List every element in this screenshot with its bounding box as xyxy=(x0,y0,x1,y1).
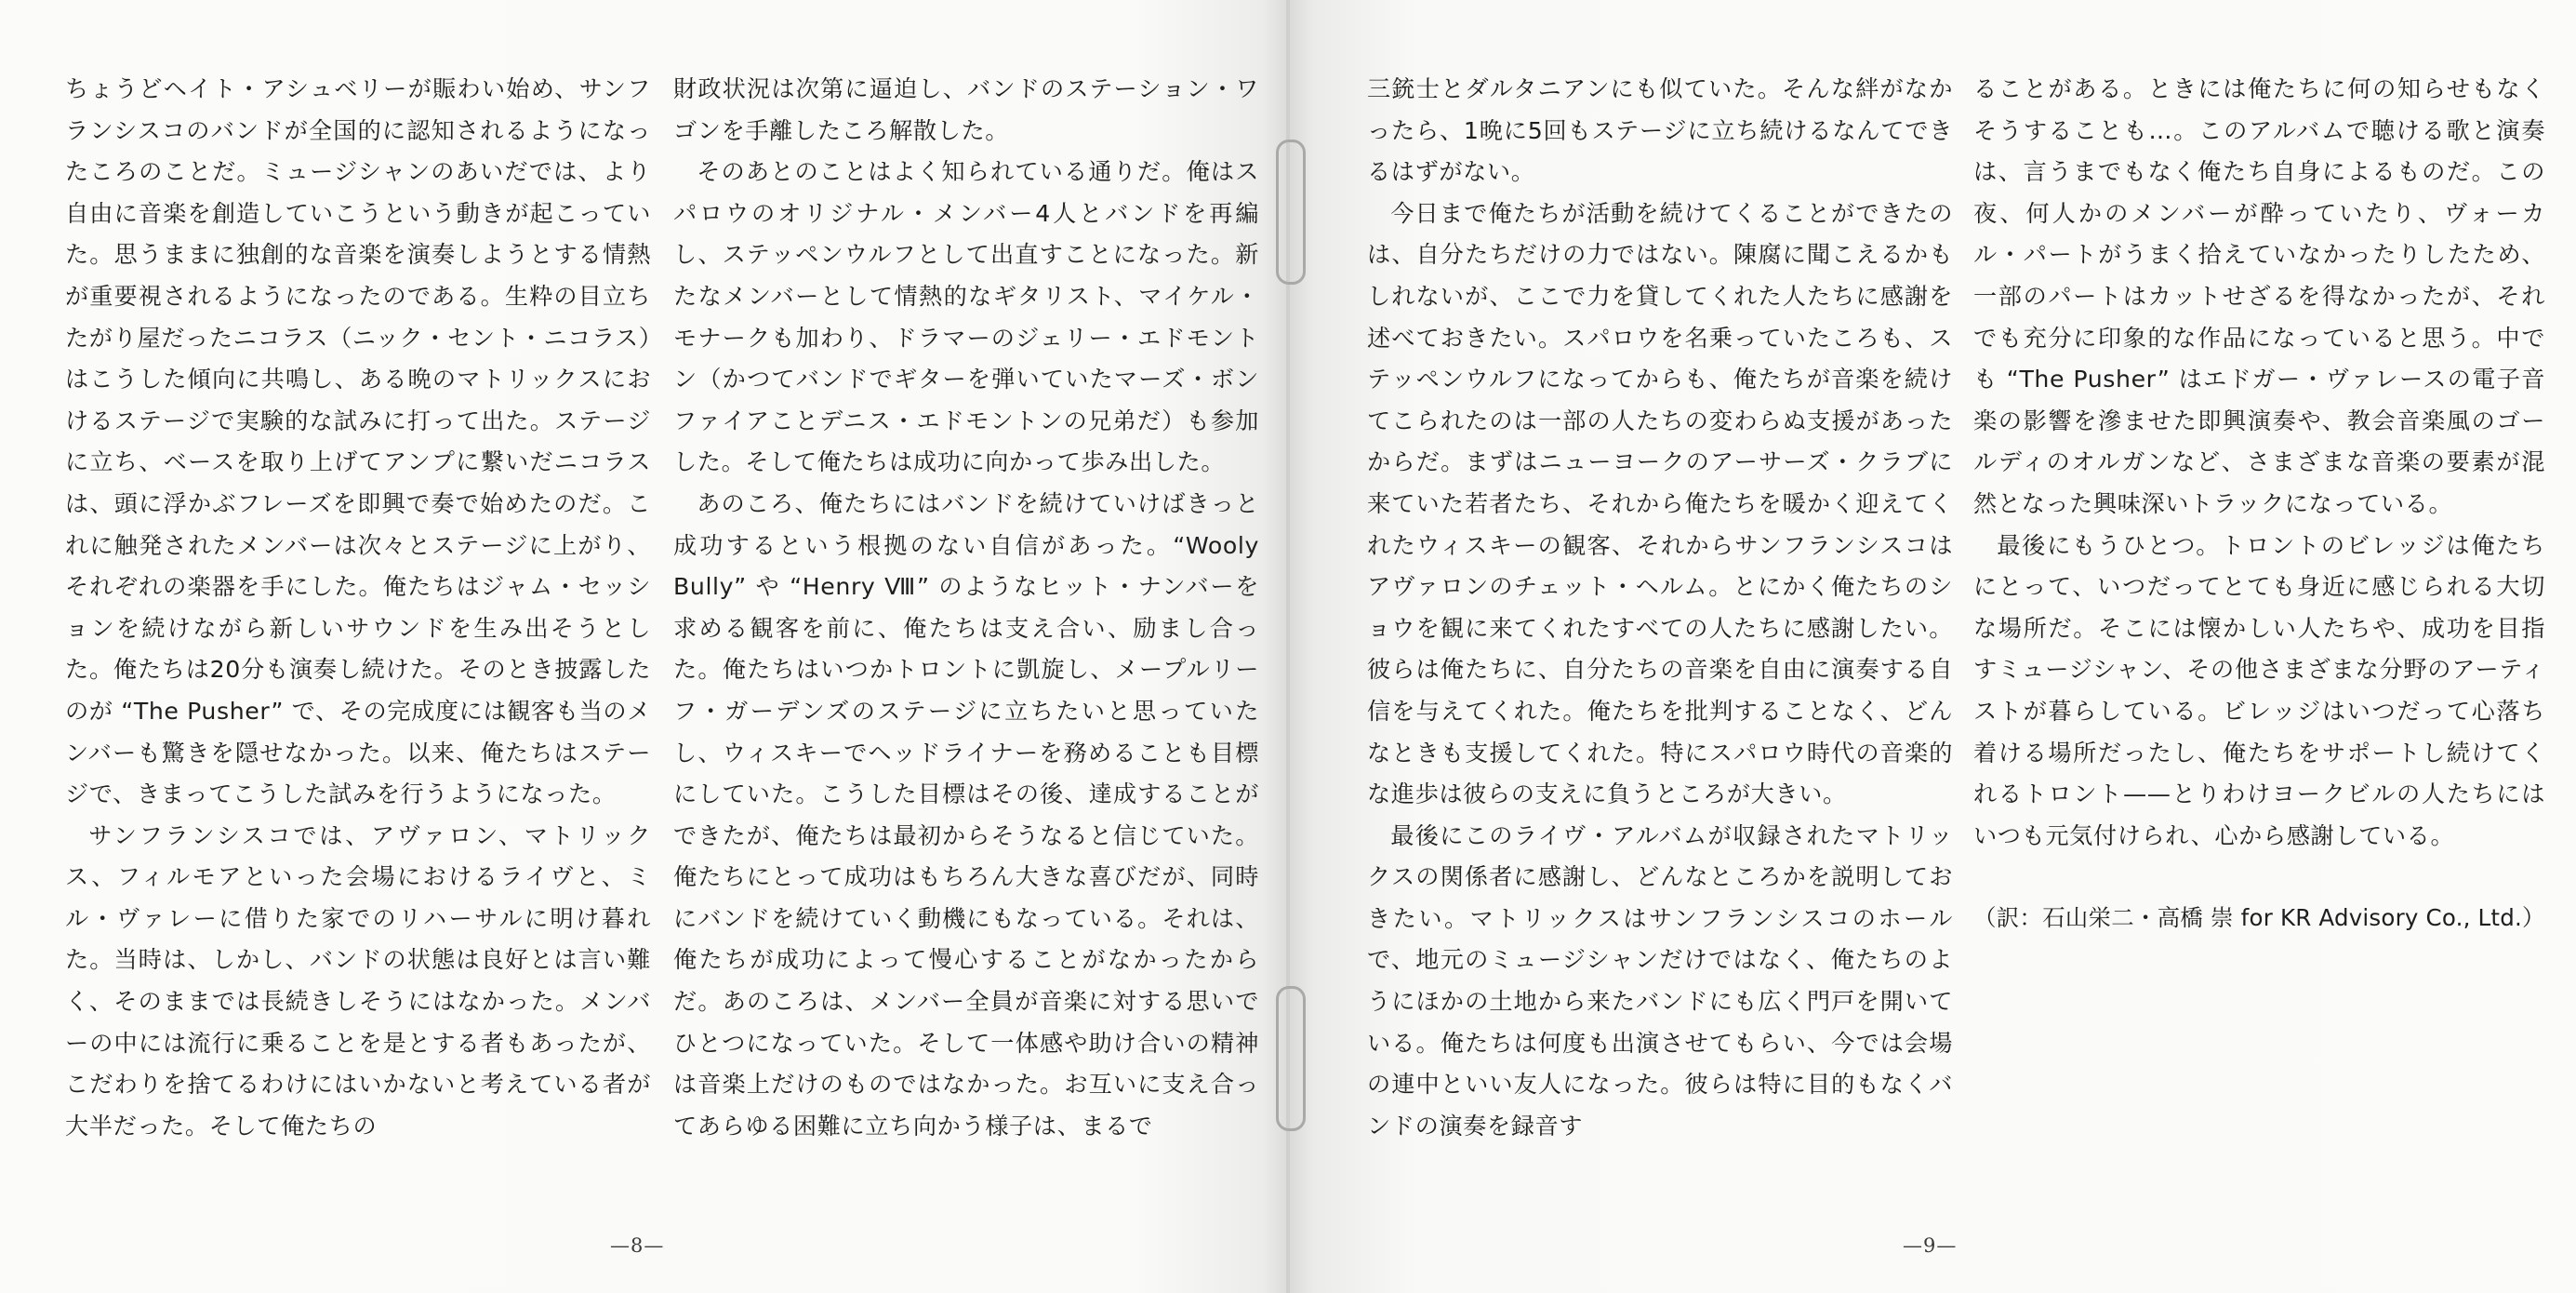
left-page-column-2 xyxy=(673,69,1259,1147)
page-number: —8— xyxy=(610,1234,665,1257)
paragraph: 最後にもうひとつ。トロントのビレッジは俺たちにとって、いつだってとても身近に感じられる大切な場所だ。そこには懐かしい人たちや、成功を目指すミュージシャン、その他さまざまな分野のアーティストが暮らしている。ビレッジはいつだって心落ち着ける場所だったし、俺たちをサポートし続けてくれるトロント——とりわけヨークビルの人たちにはいつも元気付けられ、心から感謝している。 xyxy=(1973,531,2545,849)
paragraph: そのあとのことはよく知られている通りだ。俺はスパロウのオリジナル・メンバー4人とバンドを再編し、ステッペンウルフとして出直すことになった。新たなメンバーとして情熱的なギタリスト、マイケル・モナークも加わり、ドラマーのジェリー・エドモントン（かつてバンドでギターを弾いていたマーズ・ボンファイアことデニス・エドモントンの兄弟だ）も参加した。そして俺たちは成功に向かって歩み出した。 xyxy=(673,158,1259,476)
paragraph: あのころ、俺たちにはバンドを続けていけばきっと成功するという根拠のない自信があった。“Wooly Bully” や “Henry Ⅷ” のようなヒット・ナンバーを求める観客を前に、俺たちは支え合い、励まし合った。俺たちはいつかトロントに凱旋し、メープルリーフ・ガーデンズのステージに立ちたいと思っていたし、ウィスキーでヘッドライナーを務めることも目標にしていた。こうした目標はその後、達成することができたが、俺たちは最初からそうなると信じていた。俺たちにとって成功はもちろん大きな喜びだが、同時にバンドを続けていく動機にもなっている。それは、俺たちが成功によって慢心することがなかったからだ。あのころは、メンバー全員が音楽に対する思いでひとつになっていた。そして一体感や助け合いの精神は音楽上だけのものではなかった。お互いに支え合ってあらゆる困難に立ち向かう様子は、まるで xyxy=(673,489,1259,1140)
translator-credit: （訳：石山栄二・高橋 崇 for KR Advisory Co., Ltd.） xyxy=(1973,904,2545,932)
left-page-column-1 xyxy=(65,69,651,1147)
paragraph: 財政状況は次第に逼迫し、バンドのステーション・ワゴンを手離したころ解散した。 xyxy=(673,75,1259,144)
right-page-column-2 xyxy=(1973,69,2545,940)
paragraph: 三銃士とダルタニアンにも似ていた。そんな絆がなかったら、1晩に5回もステージに立ち続けるなんてできるはずがない。 xyxy=(1367,75,1953,186)
right-page xyxy=(1288,0,2576,1293)
paragraph: ることがある。ときには俺たちに何の知らせもなくそうすることも…。このアルバムで聴ける歌と演奏は、言うまでもなく俺たち自身によるものだ。この夜、何人かのメンバーが酔っていたり、ヴォーカル・パートがうまく拾えていなかったりしたため、一部のパートはカットせざるを得なかったが、それでも充分に印象的な作品になっていると思う。中でも “The Pusher” はエドガー・ヴァレースの電子音楽の影響を滲ませた即興演奏や、教会音楽風のゴールディのオルガンなど、さまざまな音楽の要素が混然となった興味深いトラックになっている。 xyxy=(1973,75,2545,517)
paragraph: ちょうどヘイト・アシュベリーが賑わい始め、サンフランシスコのバンドが全国的に認知されるようになったころのことだ。ミュージシャンのあいだでは、より自由に音楽を創造していこうという動きが起こっていた。思うままに独創的な音楽を演奏しようとする情熱が重要視されるようになったのである。生粋の目立ちたがり屋だったニコラス（ニック・セント・ニコラス）はこうした傾向に共鳴し、ある晩のマトリックスにおけるステージで実験的な試みに打って出た。ステージに立ち、ベースを取り上げてアンプに繋いだニコラスは、頭に浮かぶフレーズを即興で奏で始めたのだ。これに触発されたメンバーは次々とステージに上がり、それぞれの楽器を手にした。俺たちはジャム・セッションを続けながら新しいサウンドを生み出そうとした。俺たちは20分も演奏し続けた。そのとき披露したのが “The Pusher” で、その完成度には観客も当のメンバーも驚きを隠せなかった。以来、俺たちはステージで、きまってこうした試みを行うようになった。 xyxy=(65,75,651,808)
staple-icon xyxy=(1276,986,1306,1131)
staple-icon xyxy=(1276,140,1306,285)
paragraph: サンフランシスコでは、アヴァロン、マトリックス、フィルモアといった会場におけるライヴと、ミル・ヴァレーに借りた家でのリハーサルに明け暮れた。当時は、しかし、バンドの状態は良好とは言い難く、そのままでは長続きしそうにはなかった。メンバーの中には流行に乗ることを是とする者もあったが、こだわりを捨てるわけにはいかないと考えている者が大半だった。そして俺たちの xyxy=(65,821,651,1140)
paragraph: 今日まで俺たちが活動を続けてくることができたのは、自分たちだけの力ではない。陳腐に聞こえるかもしれないが、ここで力を貸してくれた人たちに感謝を述べておきたい。スパロウを名乗っていたころも、ステッペンウルフになってからも、俺たちが音楽を続けてこられたのは一部の人たちの変わらぬ支援があったからだ。まずはニューヨークのアーサーズ・クラブに来ていた若者たち、それから俺たちを暖かく迎えてくれたウィスキーの観客、それからサンフランシスコはアヴァロンのチェット・ヘルム。とにかく俺たちのショウを観に来てくれたすべての人たちに感謝したい。彼らは俺たちに、自分たちの音楽を自由に演奏する自信を与えてくれた。俺たちを批判することなく、どんなときも支援してくれた。特にスパロウ時代の音楽的な進歩は彼らの支えに負うところが大きい。 xyxy=(1367,199,1953,808)
right-page-column-1 xyxy=(1367,69,1953,1147)
page-number: —9— xyxy=(1903,1234,1958,1257)
paragraph: 最後にこのライヴ・アルバムが収録されたマトリックスの関係者に感謝し、どんなところかを説明しておきたい。マトリックスはサンフランシスコのホールで、地元のミュージシャンだけではなく、俺たちのようにほかの土地から来たバンドにも広く門戸を開いている。俺たちは何度も出演させてもらい、今では会場の連中といい友人になった。彼らは特に目的もなくバンドの演奏を録音す xyxy=(1367,821,1953,1140)
